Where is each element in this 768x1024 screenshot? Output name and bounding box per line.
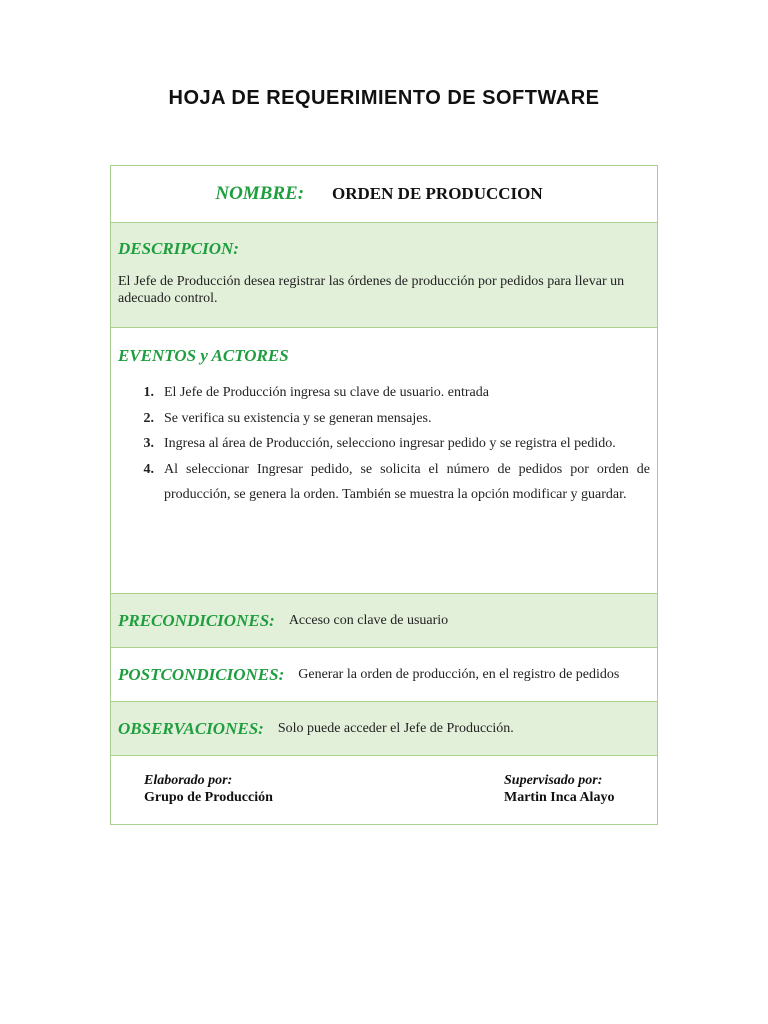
nombre-row [111,166,657,223]
list-item-text: Al seleccionar Ingresar pedido, se solicita el número de pedidos por orden de producción, se genera la orden. También se muestra la opción modificar y guardar. [164,461,650,502]
eventos-row [111,328,657,594]
precondiciones-row [111,594,657,648]
nombre-label: NOMBRE: [215,183,305,204]
precondiciones-label: PRECONDICIONES: [118,610,275,630]
supervisado-value: Martin Inca Alayo [504,790,615,805]
list-item-number: 2. [143,410,154,426]
postcondiciones-row [111,648,657,702]
observaciones-label: OBSERVACIONES: [118,718,264,738]
footer-row [111,756,657,824]
list-item-number: 4. [143,461,154,477]
observaciones-row [111,702,657,756]
elaborado-value: Grupo de Producción [144,790,273,805]
list-item-number: 3. [143,436,154,451]
descripcion-label: DESCRIPCION: [118,239,239,258]
descripcion-text: El Jefe de Producción desea registrar las órdenes de producción por pedidos para llevar un adecuado control. [118,274,625,306]
list-item [118,406,650,432]
list-item [118,431,650,457]
list-item [118,457,650,508]
list-item [118,380,650,406]
list-item-text: Se verifica su existencia y se generan mensajes. [164,410,432,426]
postcondiciones-value: Generar la orden de producción, en el registro de pedidos [298,666,620,682]
eventos-label: EVENTOS y ACTORES [118,346,289,365]
elaborado-block [144,772,273,806]
requirement-form-table [110,165,658,825]
nombre-value: ORDEN DE PRODUCCION [332,184,543,203]
postcondiciones-label: POSTCONDICIONES: [118,664,285,684]
list-item-text: El Jefe de Producción ingresa su clave de usuario. entrada [164,385,489,400]
eventos-list [118,380,650,508]
descripcion-row [111,223,657,328]
observaciones-value: Solo puede acceder el Jefe de Producción. [277,720,514,736]
list-item-number: 1. [143,385,154,400]
supervisado-label: Supervisado por: [504,773,603,788]
precondiciones-value: Acceso con clave de usuario [288,612,449,628]
elaborado-label: Elaborado por: [144,773,233,788]
list-item-text: Ingresa al área de Producción, selecciono ingresar pedido y se registra el pedido. [164,436,616,451]
page-title: HOJA DE REQUERIMIENTO DE SOFTWARE [168,87,600,109]
supervisado-block [504,772,614,806]
